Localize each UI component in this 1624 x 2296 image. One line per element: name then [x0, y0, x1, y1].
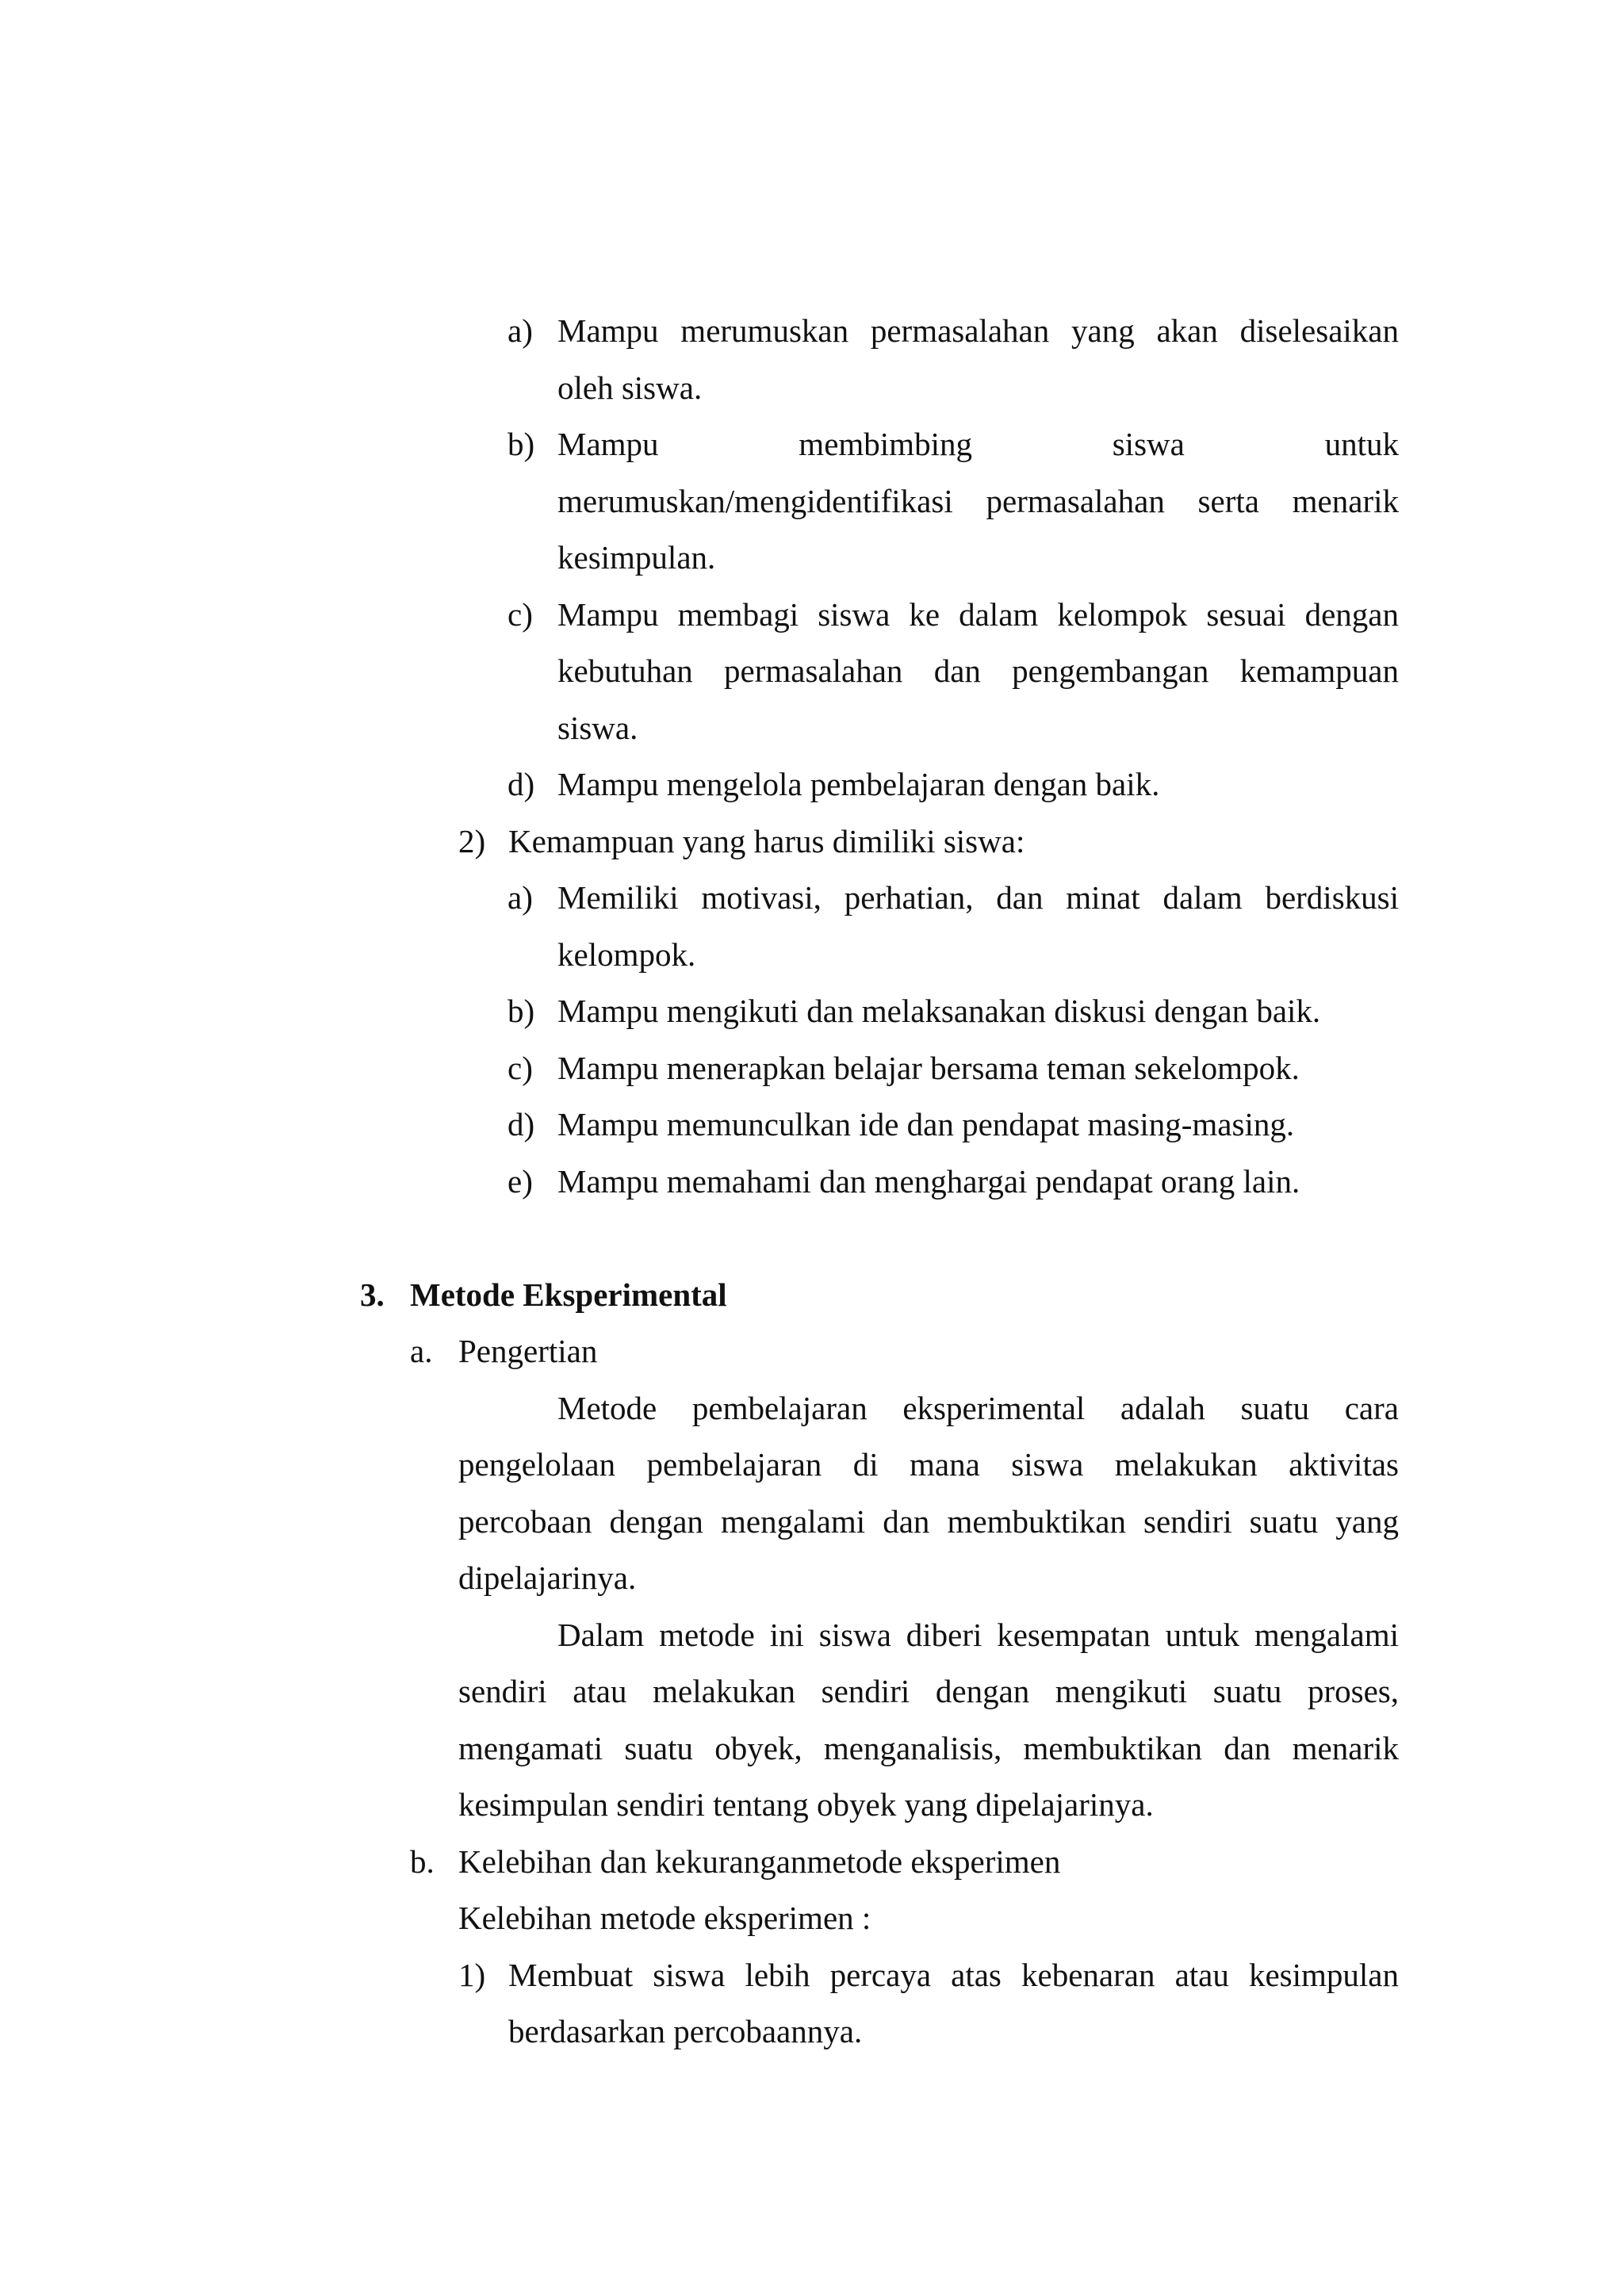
list-marker-e: e) [508, 1163, 533, 1200]
paragraph-2-line2: sendiri atau melakukan sendiri dengan mengikuti suatu proses, [458, 1673, 1399, 1709]
teacher-item-a-line2: oleh siswa. [557, 369, 703, 406]
teacher-item-d-line1: Mampu mengelola pembelajaran dengan baik. [557, 766, 1160, 802]
student-item-a-line1: Memiliki motivasi, perhatian, dan minat dalam berdiskusi [557, 879, 1399, 916]
paragraph-2-line4: kesimpulan sendiri tentang obyek yang dipelajarinya. [458, 1786, 1154, 1823]
advantage-item-1-line2: berdasarkan percobaannya. [508, 2013, 863, 2049]
student-item-c-line1: Mampu menerapkan belajar bersama teman sekelompok. [557, 1050, 1300, 1086]
list-marker-d: d) [508, 1106, 535, 1142]
list-marker-c: c) [508, 1050, 533, 1086]
list-marker-1: 1) [458, 1957, 486, 1993]
paragraph-2-line1: Dalam metode ini siswa diberi kesempatan untuk mengalami [557, 1617, 1399, 1653]
paragraph-1-line1: Metode pembelajaran eksperimental adalah suatu cara [557, 1390, 1399, 1426]
list-marker-c: c) [508, 596, 533, 633]
list-marker-a: a) [508, 312, 533, 349]
subsection-marker-b: b. [410, 1843, 435, 1880]
teacher-item-b-line2: merumuskan/mengidentifikasi permasalahan serta menarik [557, 483, 1399, 519]
subsection-marker-a: a. [410, 1333, 433, 1369]
list-marker-b: b) [508, 426, 535, 462]
paragraph-1-line2: pengelolaan pembelajaran di mana siswa melakukan aktivitas [458, 1446, 1399, 1483]
teacher-item-c-line2: kebutuhan permasalahan dan pengembangan kemampuan [557, 652, 1399, 689]
student-item-d-line1: Mampu memunculkan ide dan pendapat masing-masing. [557, 1106, 1295, 1142]
list-marker-2: 2) [458, 823, 486, 859]
paragraph-1-line4: dipelajarinya. [458, 1559, 637, 1596]
section-number: 3. [360, 1276, 385, 1313]
teacher-item-b-line3: kesimpulan. [557, 539, 716, 576]
advantages-heading: Kelebihan metode eksperimen : [458, 1900, 871, 1936]
student-item-e-line1: Mampu memahami dan menghargai pendapat orang lain. [557, 1163, 1300, 1200]
advantage-item-1-line1: Membuat siswa lebih percaya atas kebenaran atau kesimpulan [508, 1957, 1399, 1993]
student-item-a-line2: kelompok. [557, 936, 696, 973]
subsection-title-a: Pengertian [458, 1333, 598, 1369]
paragraph-1-line3: percobaan dengan mengalami dan membuktikan sendiri suatu yang [458, 1503, 1399, 1540]
teacher-item-c-line3: siswa. [557, 710, 638, 746]
teacher-item-c-line1: Mampu membagi siswa ke dalam kelompok sesuai dengan [557, 596, 1399, 633]
subsection-title-b: Kelebihan dan kekuranganmetode eksperimen [458, 1843, 1061, 1880]
paragraph-2-line3: mengamati suatu obyek, menganalisis, membuktikan dan menarik [458, 1730, 1399, 1766]
student-abilities-heading: Kemampuan yang harus dimiliki siswa: [508, 823, 1025, 859]
teacher-item-a-line1: Mampu merumuskan permasalahan yang akan diselesaikan [557, 312, 1399, 349]
section-title: Metode Eksperimental [410, 1276, 727, 1313]
list-marker-a: a) [508, 879, 533, 916]
list-marker-b: b) [508, 993, 535, 1029]
list-marker-d: d) [508, 766, 535, 802]
teacher-item-b-line1: Mampu membimbing siswa untuk [557, 426, 1399, 462]
student-item-b-line1: Mampu mengikuti dan melaksanakan diskusi dengan baik. [557, 993, 1321, 1029]
